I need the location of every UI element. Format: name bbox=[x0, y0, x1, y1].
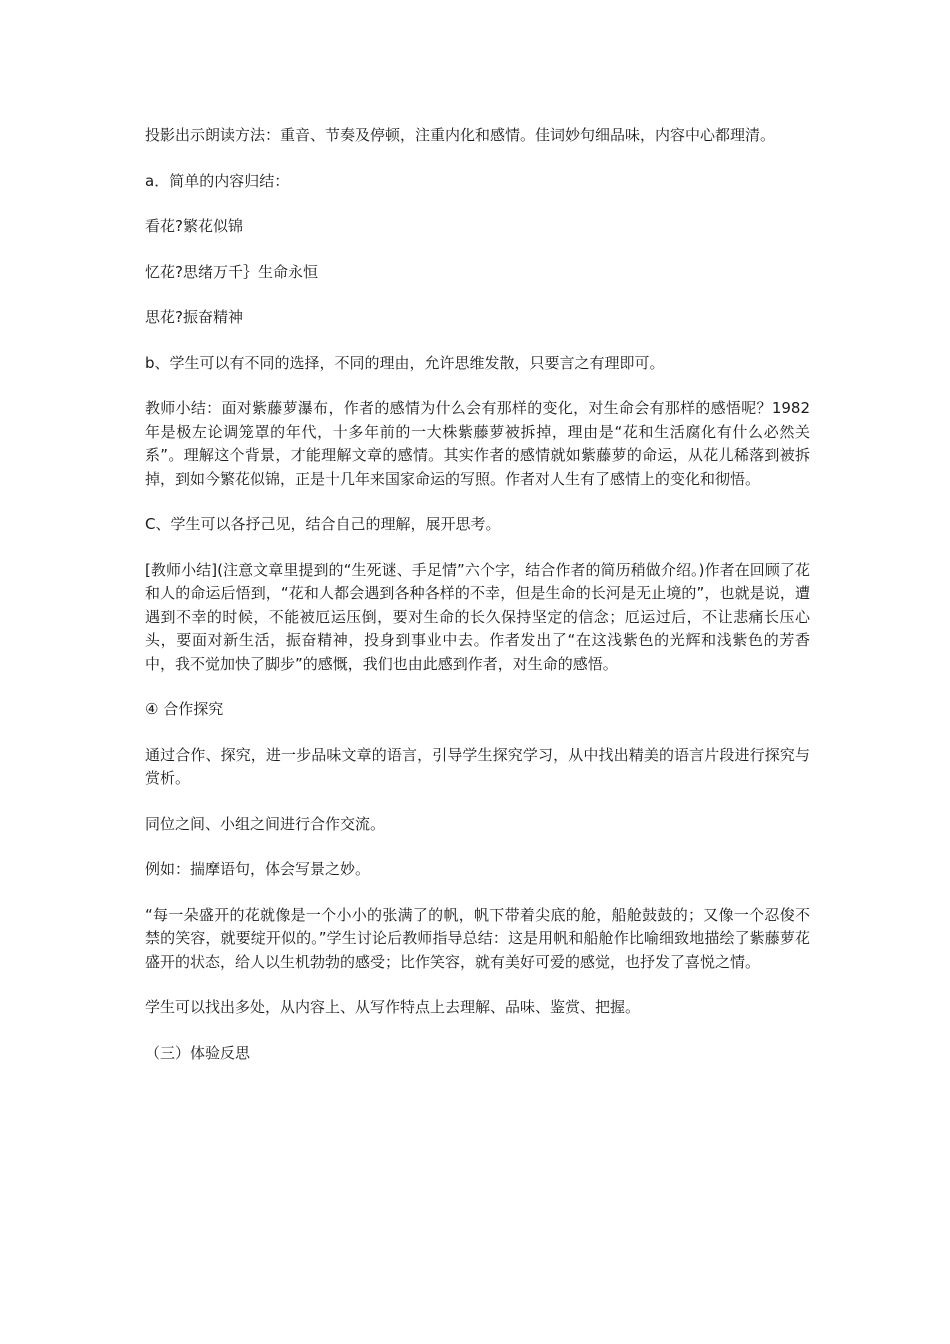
paragraph-cooperative-inquiry-heading: ④ 合作探究 bbox=[145, 700, 224, 718]
paragraph-example: 例如：揣摩语句，体会写景之妙。 bbox=[145, 860, 371, 878]
paragraph-recall-flower: 忆花?思绪万千｝生命永恒 bbox=[145, 262, 318, 281]
paragraph-b-choices: b、学生可以有不同的选择，不同的理由，允许思维发散，只要言之有理即可。 bbox=[145, 353, 665, 372]
paragraph-reading-method: 投影出示朗读方法：重音、节奏及停顿，注重内化和感情。佳词妙句细品味，内容中心都理清。 bbox=[145, 126, 776, 144]
paragraph-quote-analysis: “每一朵盛开的花就像是一个小小的张满了的帆，帆下带着尖底的舱，船舱鼓鼓的；又像一个忍俊不禁的笑容，就要绽开似的。”学生讨论后教师指导总结：这是用帆和船舱作比喻细致地描绘了紫藤萝花盛开的状态，给人以生机勃勃的感受；比作笑容，就有美好可爱的感觉，也抒发了喜悦之情。 bbox=[145, 905, 810, 971]
paragraph-teacher-summary-2: [教师小结](注意文章里提到的“生死谜、手足情”六个字，结合作者的简历稍做介绍。)作者在回顾了花和人的命运后悟到，“花和人都会遇到各种各样的不幸，但是生命的长河是无止境的”，也就是说，遭遇到不幸的时候，不能被厄运压倒，要对生命的长久保持坚定的信念；厄运过后，不让悲痛长压心头，要面对新生活，振奋精神，投身到事业中去。作者发出了“在这浅紫色的光辉和浅紫色的芳香中，我不觉加快了脚步”的感慨，我们也由此感到作者，对生命的感悟。 bbox=[145, 560, 810, 673]
section-heading-reflection: （三）体验反思 bbox=[145, 1043, 251, 1062]
paragraph-cooperative-inquiry: 通过合作、探究，进一步品味文章的语言，引导学生探究学习，从中找出精美的语言片段进行探究与赏析。 bbox=[145, 745, 810, 787]
paragraph-group-exchange: 同位之间、小组之间进行合作交流。 bbox=[145, 814, 386, 833]
paragraph-think-flower: 思花?振奋精神 bbox=[145, 308, 243, 326]
paragraph-look-flower: 看花?繁花似锦 bbox=[145, 217, 243, 235]
paragraph-content-summary-heading: a．简单的内容归结： bbox=[145, 171, 290, 190]
paragraph-teacher-summary-1: 教师小结：面对紫藤萝瀑布，作者的感情为什么会有那样的变化，对生命会有那样的感悟呢？1982年是极左论调笼罩的年代，十多年前的一大株紫藤萝被拆掉，理由是“花和生活腐化有什么必然关系”。理解这个背景，才能理解文章的感情。其实作者的感情就如紫藤萝的命运，从花儿稀落到被拆掉，到如今繁花似锦，正是十几年来国家命运的写照。作者对人生有了感情上的变化和彻悟。 bbox=[145, 399, 810, 488]
paragraph-students-find: 学生可以找出多处，从内容上、从写作特点上去理解、品味、鉴赏、把握。 bbox=[145, 998, 641, 1016]
document-page bbox=[145, 124, 810, 1087]
paragraph-c-opinions: C、学生可以各抒己见，结合自己的理解，展开思考。 bbox=[145, 515, 501, 533]
